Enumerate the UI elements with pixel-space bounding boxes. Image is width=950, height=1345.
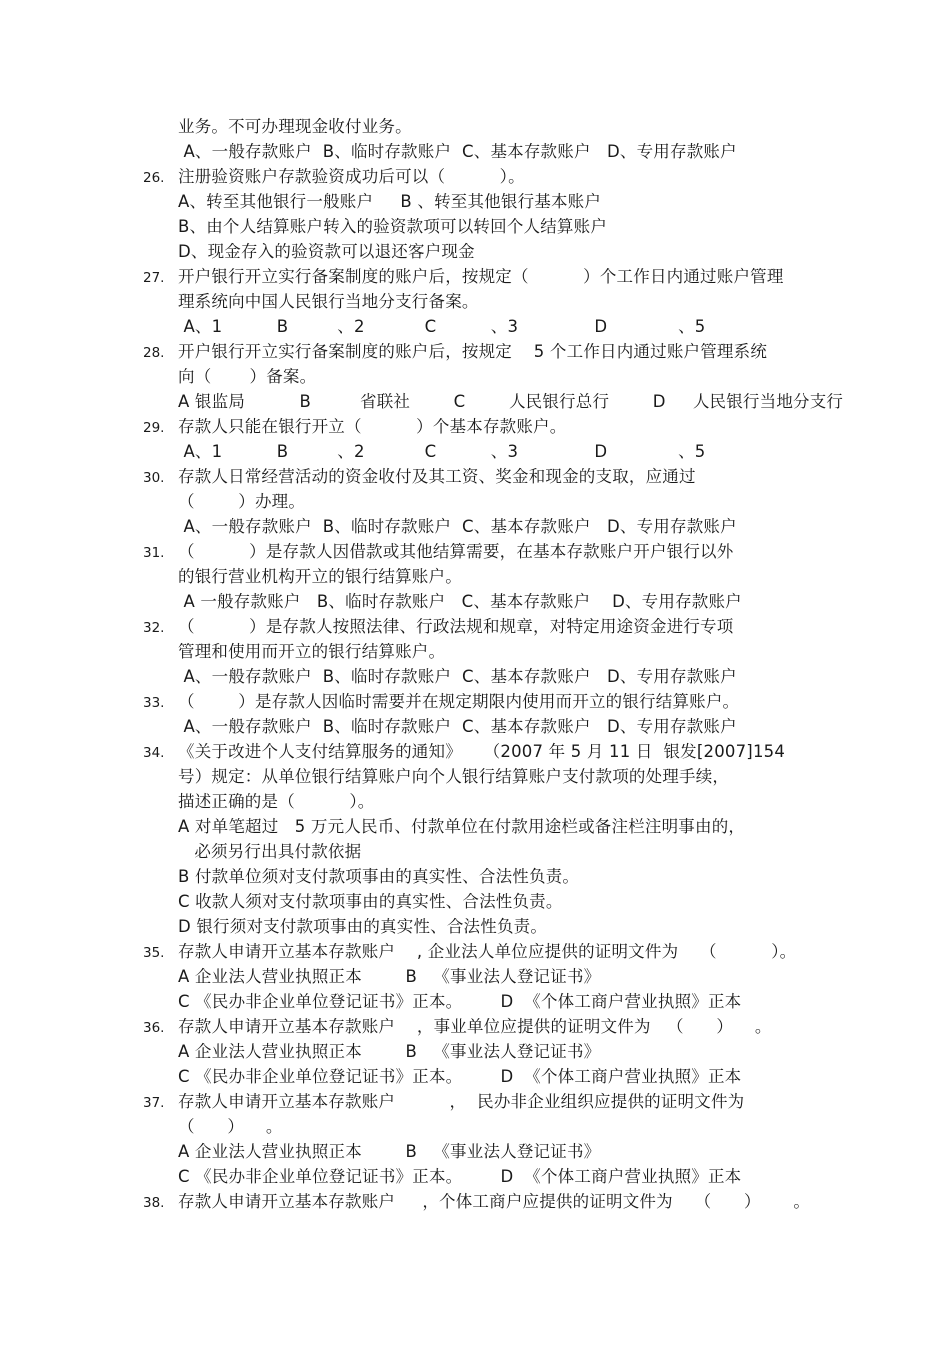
text-line: 的银行营业机构开立的银行结算账户。 <box>178 567 462 586</box>
text-line: A 企业法人营业执照正本 B 《事业法人登记证书》 <box>178 967 601 986</box>
text-line: A 企业法人营业执照正本 B 《事业法人登记证书》 <box>178 1142 601 1161</box>
question-text: 存款人申请开立基本存款账户 ，个体工商户应提供的证明文件为 （ ） 。 <box>178 1192 811 1211</box>
text-line: A 银监局 B 省联社 C 人民银行总行 D 人民银行当地分支行 <box>178 392 844 411</box>
text-line: D 银行须对支付款项事由的真实性、合法性负责。 <box>178 917 548 936</box>
text-line: 必须另行出具付款依据 <box>178 842 362 861</box>
text-line: A、一般存款账户 B、临时存款账户 C、基本存款账户 D、专用存款账户 <box>178 667 737 686</box>
text-line: 管理和使用而开立的银行结算账户。 <box>178 642 446 661</box>
text-line: A、1 B 、2 C 、3 D 、5 <box>178 317 706 336</box>
text-line: 号）规定：从单位银行结算账户向个人银行结算账户支付款项的处理手续， <box>178 767 730 786</box>
text-line: A、一般存款账户 B、临时存款账户 C、基本存款账户 D、专用存款账户 <box>178 142 737 161</box>
question-number: 38. <box>143 1195 165 1211</box>
question-text: 存款人申请开立基本存款账户 ，事业单位应提供的证明文件为 （ ） 。 <box>178 1017 772 1036</box>
text-line: C 《民办非企业单位登记证书》正本。 D 《个体工商户营业执照》正本 <box>178 1167 742 1186</box>
question-text: 开户银行开立实行备案制度的账户后，按规定 5 个工作日内通过账户管理系统 <box>178 342 768 361</box>
question-number: 36. <box>143 1020 165 1036</box>
text-line: B 付款单位须对支付款项事由的真实性、合法性负责。 <box>178 867 580 886</box>
text-line: A 对单笔超过 5 万元人民币、付款单位在付款用途栏或备注栏注明事由的， <box>178 817 746 836</box>
question-text: （ ）是存款人因临时需要并在规定期限内使用而开立的银行结算账户。 <box>178 692 740 711</box>
question-number: 28. <box>143 345 165 361</box>
text-line: A 一般存款账户 B、临时存款账户 C、基本存款账户 D、专用存款账户 <box>178 592 742 611</box>
text-line: A 企业法人营业执照正本 B 《事业法人登记证书》 <box>178 1042 601 1061</box>
question-number: 35. <box>143 945 165 961</box>
text-line: 向（ ）备案。 <box>178 367 317 386</box>
question-number: 34. <box>143 745 165 761</box>
question-number: 37. <box>143 1095 165 1111</box>
text-line: A、一般存款账户 B、临时存款账户 C、基本存款账户 D、专用存款账户 <box>178 717 737 736</box>
text-line: C 《民办非企业单位登记证书》正本。 D 《个体工商户营业执照》正本 <box>178 992 742 1011</box>
question-number: 29. <box>143 420 165 436</box>
text-line: （ ） 。 <box>178 1117 283 1136</box>
question-number: 33. <box>143 695 165 711</box>
text-line: A、一般存款账户 B、临时存款账户 C、基本存款账户 D、专用存款账户 <box>178 517 737 536</box>
text-line: D、现金存入的验资款可以退还客户现金 <box>178 242 475 261</box>
question-number: 32. <box>143 620 165 636</box>
question-text: 存款人只能在银行开立（ ）个基本存款账户。 <box>178 417 567 436</box>
text-line: A、转至其他银行一般账户 B 、转至其他银行基本账户 <box>178 192 602 211</box>
question-text: 注册验资账户存款验资成功后可以（ ）。 <box>178 167 525 186</box>
text-line: C 《民办非企业单位登记证书》正本。 D 《个体工商户营业执照》正本 <box>178 1067 742 1086</box>
question-number: 31. <box>143 545 165 561</box>
question-text: 存款人申请开立基本存款账户 ， 民办非企业组织应提供的证明文件为 <box>178 1092 745 1111</box>
question-text: （ ）是存款人因借款或其他结算需要，在基本存款账户开户银行以外 <box>178 542 734 561</box>
text-line: 理系统向中国人民银行当地分支行备案。 <box>178 292 479 311</box>
text-line: C 收款人须对支付款项事由的真实性、合法性负责。 <box>178 892 563 911</box>
text-line: B、由个人结算账户转入的验资款项可以转回个人结算账户 <box>178 217 608 236</box>
question-number: 26. <box>143 170 165 186</box>
text-line: 业务。不可办理现金收付业务。 <box>178 117 412 136</box>
question-text: （ ）是存款人按照法律、行政法规和规章，对特定用途资金进行专项 <box>178 617 734 636</box>
question-text: 存款人日常经营活动的资金收付及其工资、奖金和现金的支取，应通过 <box>178 467 696 486</box>
text-line: A、1 B 、2 C 、3 D 、5 <box>178 442 706 461</box>
question-text: 存款人申请开立基本存款账户 , 企业法人单位应提供的证明文件为 （ ）。 <box>178 942 797 961</box>
question-number: 30. <box>143 470 165 486</box>
question-number: 27. <box>143 270 165 286</box>
question-text: 开户银行开立实行备案制度的账户后，按规定（ ）个工作日内通过账户管理 <box>178 267 784 286</box>
text-line: 描述正确的是（ ）。 <box>178 792 375 811</box>
text-line: （ ）办理。 <box>178 492 306 511</box>
question-text: 《关于改进个人支付结算服务的通知》 （2007 年 5 月 11 日 银发[2007]154 <box>178 742 786 761</box>
